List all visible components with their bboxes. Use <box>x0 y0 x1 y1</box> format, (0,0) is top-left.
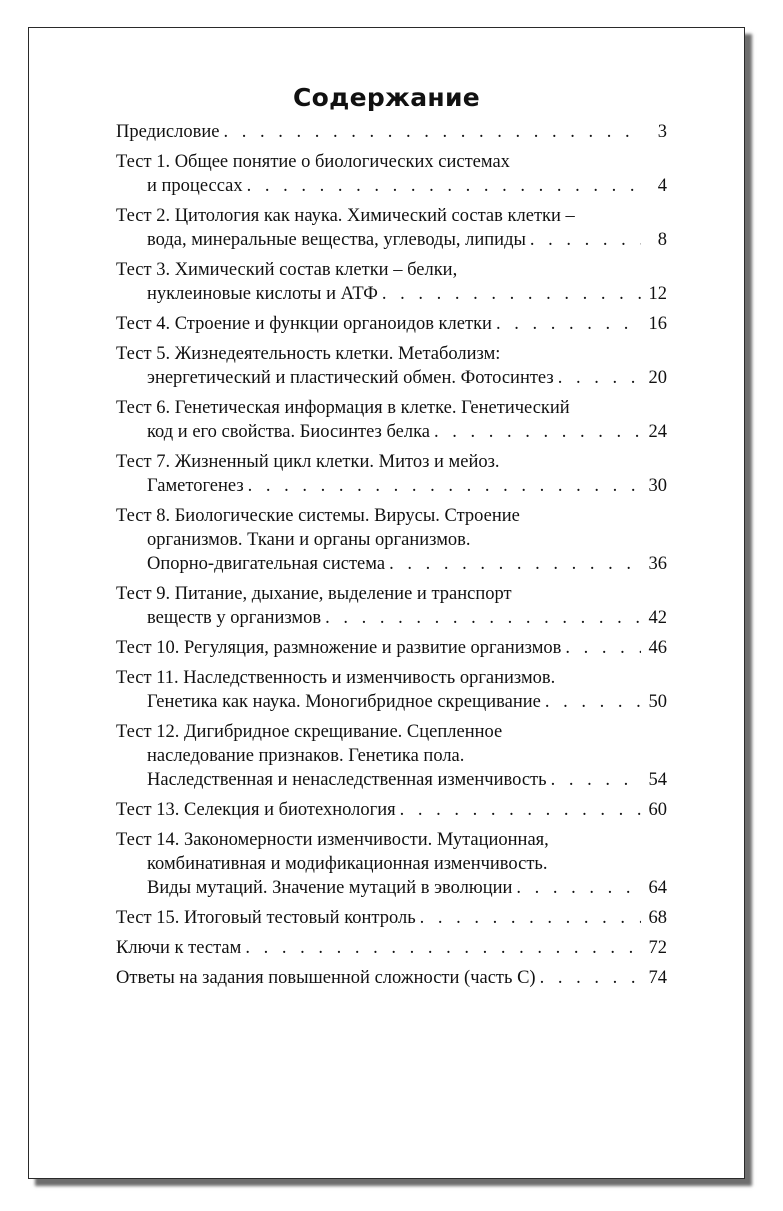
toc-entry-line <box>116 204 667 228</box>
dot-leader <box>420 906 641 930</box>
toc-entry-text: Тест 13. Селекция и биотехнология <box>116 800 396 820</box>
toc-entry-text: Тест 1. Общее понятие о биологических системах <box>116 152 510 172</box>
toc-entry-text: наследование признаков. Генетика пола. <box>147 746 465 766</box>
document-page <box>28 27 745 1179</box>
toc-entry-text: Тест 11. Наследственность и изменчивость организмов. <box>116 668 556 688</box>
dot-leader <box>551 768 641 792</box>
toc-entry[interactable] <box>116 966 667 990</box>
toc-entry-line <box>116 552 667 576</box>
toc-entry-text: Наследственная и ненаследственная изменчивость <box>147 770 547 790</box>
dot-leader <box>389 552 641 576</box>
toc-page-number: 60 <box>648 800 667 820</box>
toc-entry-line <box>116 906 667 930</box>
toc-entry[interactable] <box>116 936 667 960</box>
toc-entry-text: Тест 12. Дигибридное скрещивание. Сцепленное <box>116 722 503 742</box>
toc-page-number: 12 <box>648 284 667 304</box>
page-title: Содержание <box>292 83 481 112</box>
toc-entry-line <box>116 768 667 792</box>
toc-entry-line <box>116 744 667 768</box>
toc-page-number: 74 <box>648 968 667 988</box>
dot-leader <box>496 312 641 336</box>
toc-entry-line <box>116 528 667 552</box>
table-of-contents <box>116 120 667 996</box>
toc-entry-text: Тест 4. Строение и функции органоидов клетки <box>116 314 492 334</box>
toc-entry-text: код и его свойства. Биосинтез белка <box>147 422 430 442</box>
toc-entry-line <box>116 174 667 198</box>
toc-entry-line <box>116 396 667 420</box>
dot-leader <box>545 690 641 714</box>
dot-leader <box>247 174 641 198</box>
toc-entry-text: Ответы на задания повышенной сложности (часть С) <box>116 968 536 988</box>
toc-page-number: 24 <box>648 422 667 442</box>
toc-entry-text: нуклеиновые кислоты и АТФ <box>147 284 378 304</box>
toc-entry-line <box>116 798 667 822</box>
dot-leader <box>558 366 641 390</box>
toc-entry-text: Ключи к тестам <box>116 938 242 958</box>
toc-entry-line <box>116 420 667 444</box>
toc-entry-text: Тест 14. Закономерности изменчивости. Мутационная, <box>116 830 549 850</box>
toc-entry-text: Гаметогенез <box>147 476 244 496</box>
toc-entry-line <box>116 720 667 744</box>
toc-entry-line <box>116 258 667 282</box>
toc-entry-line <box>116 852 667 876</box>
dot-leader <box>540 966 641 990</box>
toc-entry-line <box>116 312 667 336</box>
toc-entry[interactable] <box>116 720 667 792</box>
toc-entry[interactable] <box>116 120 667 144</box>
toc-entry-line <box>116 282 667 306</box>
toc-entry[interactable] <box>116 798 667 822</box>
dot-leader <box>223 120 641 144</box>
dot-leader <box>400 798 641 822</box>
toc-page-number: 4 <box>657 176 667 196</box>
toc-entry-text: комбинативная и модификационная изменчивость. <box>147 854 548 874</box>
toc-entry[interactable] <box>116 636 667 660</box>
toc-entry[interactable] <box>116 828 667 900</box>
toc-entry[interactable] <box>116 312 667 336</box>
dot-leader <box>530 228 641 252</box>
toc-entry-text: Виды мутаций. Значение мутаций в эволюции <box>147 878 513 898</box>
toc-entry-line <box>116 120 667 144</box>
dot-leader <box>248 474 641 498</box>
toc-entry-line <box>116 150 667 174</box>
toc-entry-text: организмов. Ткани и органы организмов. <box>147 530 471 550</box>
toc-page-number: 42 <box>648 608 667 628</box>
toc-entry[interactable] <box>116 666 667 714</box>
toc-page-number: 64 <box>648 878 667 898</box>
toc-entry-line <box>116 366 667 390</box>
toc-entry[interactable] <box>116 150 667 198</box>
toc-page-number: 68 <box>648 908 667 928</box>
toc-page-number: 3 <box>657 122 667 142</box>
dot-leader <box>245 936 641 960</box>
toc-entry-line <box>116 828 667 852</box>
toc-entry[interactable] <box>116 258 667 306</box>
toc-entry[interactable] <box>116 582 667 630</box>
toc-entry[interactable] <box>116 504 667 576</box>
toc-entry-line <box>116 966 667 990</box>
toc-entry-text: Тест 3. Химический состав клетки – белки, <box>116 260 458 280</box>
dot-leader <box>382 282 641 306</box>
toc-entry-line <box>116 582 667 606</box>
toc-entry[interactable] <box>116 450 667 498</box>
toc-page-number: 46 <box>648 638 667 658</box>
toc-entry-text: Тест 2. Цитология как наука. Химический состав клетки – <box>116 206 575 226</box>
toc-entry-text: веществ у организмов <box>147 608 322 628</box>
toc-entry-line <box>116 876 667 900</box>
toc-entry-text: Тест 15. Итоговый тестовый контроль <box>116 908 416 928</box>
dot-leader <box>565 636 641 660</box>
toc-entry-text: Тест 7. Жизненный цикл клетки. Митоз и мейоз. <box>116 452 500 472</box>
toc-entry-text: Тест 9. Питание, дыхание, выделение и транспорт <box>116 584 512 604</box>
dot-leader <box>325 606 641 630</box>
toc-page-number: 50 <box>648 692 667 712</box>
dot-leader <box>434 420 641 444</box>
toc-page-number: 72 <box>648 938 667 958</box>
toc-entry-text: Предисловие <box>116 122 220 142</box>
toc-page-number: 20 <box>648 368 667 388</box>
toc-entry-line <box>116 342 667 366</box>
toc-entry-line <box>116 504 667 528</box>
toc-page-number: 36 <box>648 554 667 574</box>
toc-entry-text: Опорно-двигательная система <box>147 554 386 574</box>
toc-entry[interactable] <box>116 342 667 390</box>
dot-leader <box>516 876 641 900</box>
toc-entry-line <box>116 690 667 714</box>
toc-entry-text: вода, минеральные вещества, углеводы, липиды <box>147 230 526 250</box>
toc-entry-text: Тест 10. Регуляция, размножение и развитие организмов <box>116 638 562 658</box>
toc-entry-text: и процессах <box>147 176 243 196</box>
toc-entry-text: Тест 5. Жизнедеятельность клетки. Метаболизм: <box>116 344 501 364</box>
toc-page-number: 8 <box>657 230 667 250</box>
toc-entry-line <box>116 228 667 252</box>
toc-entry-line <box>116 936 667 960</box>
toc-entry-text: Тест 8. Биологические системы. Вирусы. Строение <box>116 506 520 526</box>
toc-entry[interactable] <box>116 906 667 930</box>
toc-page-number: 30 <box>648 476 667 496</box>
toc-entry[interactable] <box>116 396 667 444</box>
toc-page-number: 16 <box>648 314 667 334</box>
toc-entry-line <box>116 606 667 630</box>
toc-entry-text: Тест 6. Генетическая информация в клетке. Генетический <box>116 398 570 418</box>
toc-entry-line <box>116 636 667 660</box>
toc-entry-line <box>116 450 667 474</box>
toc-entry[interactable] <box>116 204 667 252</box>
toc-page-number: 54 <box>648 770 667 790</box>
toc-entry-line <box>116 666 667 690</box>
toc-entry-line <box>116 474 667 498</box>
toc-entry-text: энергетический и пластический обмен. Фотосинтез <box>147 368 554 388</box>
toc-entry-text: Генетика как наука. Моногибридное скрещивание <box>147 692 541 712</box>
